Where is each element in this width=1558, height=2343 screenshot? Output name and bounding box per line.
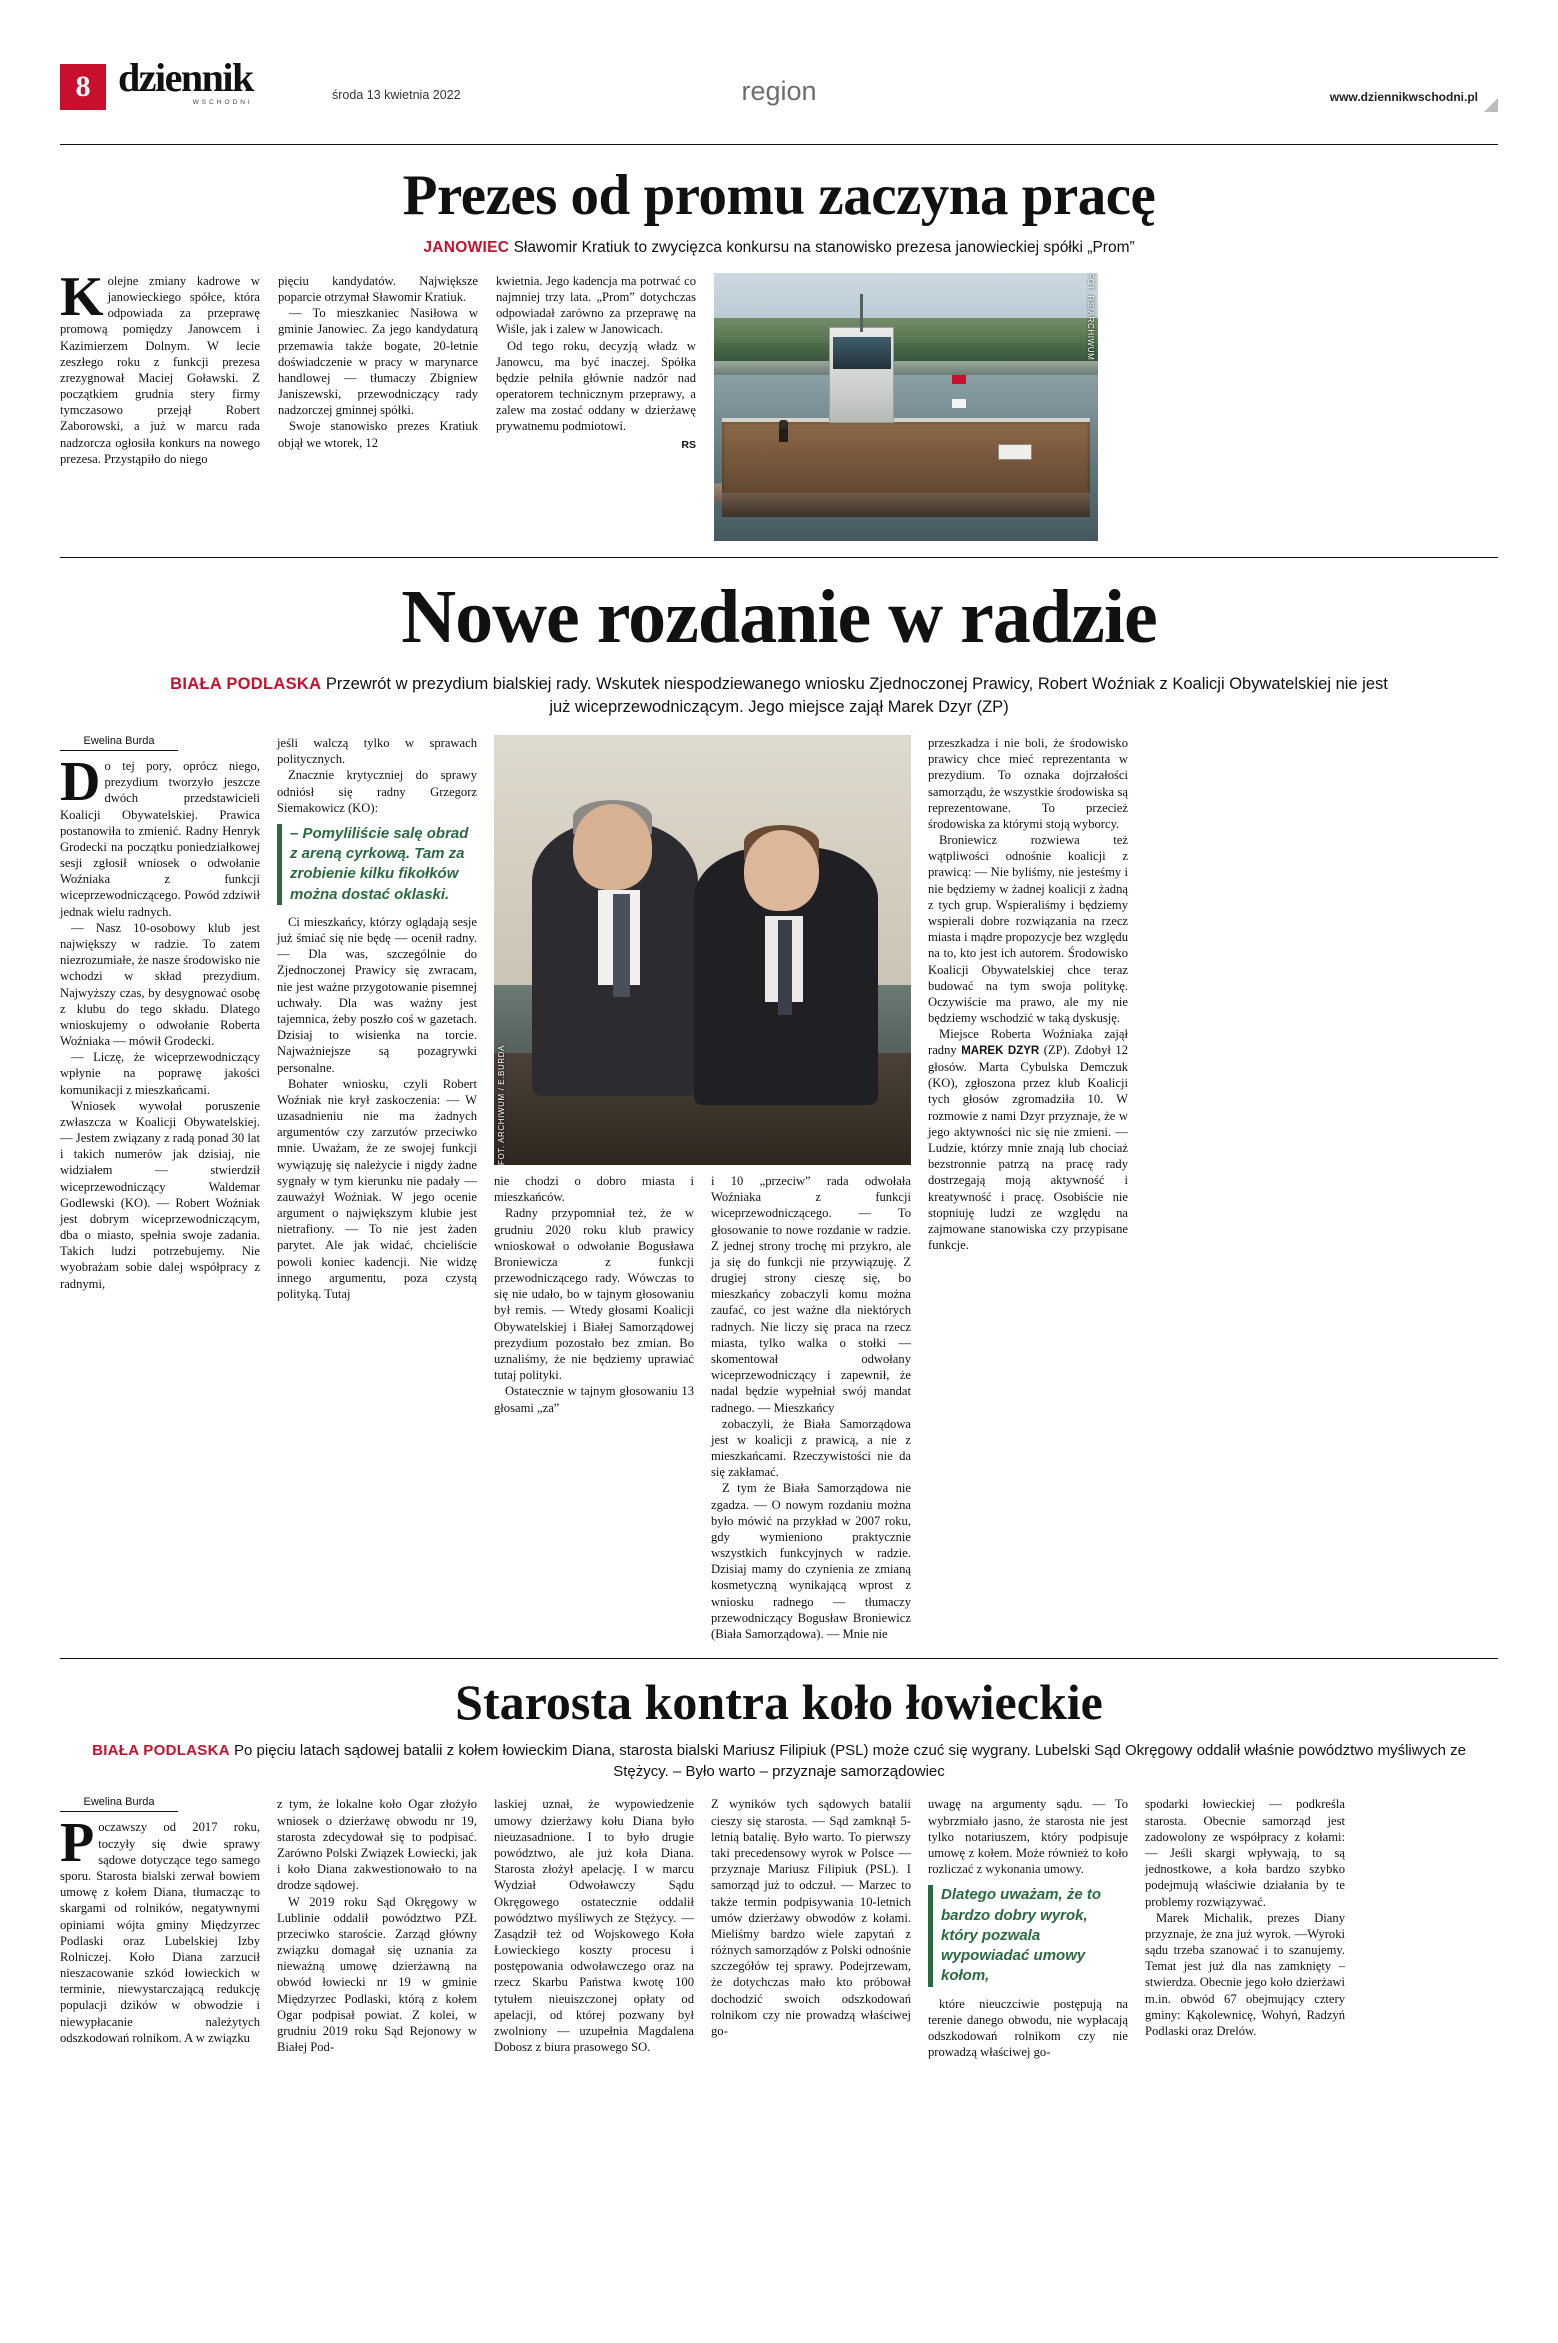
- article-prezes: [60, 163, 1498, 541]
- article-nowe-rozdanie: [60, 574, 1498, 1642]
- article3-col2-p1: z tym, że lokalne koło Ogar złożyło wniosek o dzierżawę obwodu nr 19, starosta zdecydował się to podpisać. Zarówno Polski Związek Łowiecki, jak i koło Diana zakwestionowało to na drodze sądowej.: [277, 1797, 477, 1893]
- council-photo-image: [494, 735, 911, 1165]
- article1-col1-paragraph: Kolejne zmiany kadrowe w janowieckiego spółce, która odpowiada za przeprawę promową pomiędzy Janowcem i Kazimierzem Dolnym. W lecie zeszłego roku z funkcji prezesa zrezygnował Maciej Goławski. Z początkiem grudnia stery firmy tymczasowo przejął Robert Zaborowski, a już w marcu rada nadzorcza ogłosiła konkurs na nowego prezesa. Przystąpiło do niego: [60, 265, 260, 466]
- article2-col2-p1: jeśli walczą tylko w sprawach politycznych.: [277, 736, 477, 767]
- article2-col1-p1: Do tej pory, oprócz niego, prezydium tworzyło jeszcze dwóch przedstawicieli Koalicji Obywatelskiej. Prawica postanowiła to zmienić. Radny Henryk Grodecki na początku poniedziałkowej sesji zgłosił wniosek o odwołanie Woźniaka z funkcji wiceprzewodniczącego. Powód zdziwił jednak wielu radnych.: [60, 751, 260, 919]
- article1-divider: [60, 557, 1498, 558]
- article3-column-3: [494, 1796, 694, 2060]
- article2-col4-p3: Z tym że Biała Samorządowa nie zgadza. — O nowym rozdaniu można było mówić na przykład w 2007 roku, gdy wymieniono praktycznie wszystkich funkcyjnych w radzie. Dzisiaj mamy do czynienia ze zmianą kosmetyczną wynikającą wprost z wniosku radnego — tłumaczy przewodniczący Bogusław Broniewicz (Biała Samorządowa). — Mnie nie: [711, 1481, 911, 1641]
- article3-col1-p1: Poczawszy od 2017 roku, toczyły się dwie sprawy sądowe dotyczące tego samego sporu. Starosta bialski zerwał bowiem umowę z kołem Diana, tłumacząc to skargami od rolników, negatywnymi opiniami wójta gminy Międzyrzec Podlaski oraz Lubelskiej Izby Rolniczej. Koło Diana zarzucił nieszacowanie szkód łowieckich w terminie, niewystarczającą redukcję populacji dzików w obwodzie i niewypłacanie należytych odszkodowań rolnikom. A w związku: [60, 1812, 260, 2045]
- article3-col5-p2: które nieuczciwie postępują na terenie danego obwodu, nie wypłacają odszkodowań rolnikom czy nie prowadzą właściwej go-: [928, 1996, 1128, 2060]
- article2-col5-p1: przeszkadza i nie boli, że środowisko prawicy chce mieć reprezentanta w prezydium. To oznaka dojrzałości samorządu, że wszystkie środowiska są reprezentowane. To przecież środowiska za którymi stoją wyborcy.: [928, 736, 1128, 831]
- article3-column-5: [928, 1796, 1128, 2060]
- corner-fold-icon: [1484, 98, 1498, 112]
- article3-col4-p1: Z wyników tych sądowych batalii cieszy się starosta. — Sąd zamknął 5-letnią batalię. Było warto. To pierwszy taki precedensowy wyrok w Polsce — przyznaje Mariusz Filipiuk (PSL). I samorząd już to odczuł. — Marzec to także termin podpisywania 10-letnich umów dzierżawy obwodów z kołami. Mieliśmy bardzo wiele zapytań z różnych samorządów z Polski odnośnie szczegółów tej sprawy. Podejrzewam, że dotychczas mało kto próbował dochodzić swoich odszkodowań rolnikom czy nie prowadzą właściwej go-: [711, 1797, 911, 2038]
- article1-deck: [60, 238, 1498, 259]
- article2-col1-p3: — Liczę, że wiceprzewodniczący wpłynie na poprawę jakości komunikacji z mieszkańcami.: [60, 1050, 260, 1097]
- article2-col2-p2: Znacznie krytyczniej do sprawy odniósł się radny Grzegorz Siemakowicz (KO):: [277, 768, 477, 815]
- article2-deck-text: Przewrót w prezydium bialskiej rady. Wskutek niespodziewanego wniosku Zjednoczonej Prawicy, Robert Woźniak z Koalicji Obywatelskiej nie jest już wiceprzewodniczącym. Jego miejsce zajął Marek Dzyr (ZP): [325, 674, 1388, 717]
- website-url: www.dziennikwschodni.pl: [1329, 90, 1478, 104]
- article2-col2-p4: Bohater wniosku, czyli Robert Woźniak nie krył zaskoczenia: — W uzasadnieniu nie ma żadnych argumentów czy zarzutów przeciwko mnie. Uważam, że ze swojej funkcji wywiązuję się należycie i nigdy żadne sygnały w tym kierunku nie padały — zauważył Woźniak. W jego ocenie argument o największym klubie jest nietrafiony. — To nie jest żaden parytet. Ale jak widać, chcieliście powoli koniec kadencji. Nie widzę innego argumentu, poza czystą polityką. Tutaj: [277, 1076, 477, 1301]
- article3-byline: Ewelina Burda: [60, 1796, 178, 1812]
- article2-headline: Nowe rozdanie w radzie: [401, 574, 1157, 659]
- article2-column-3: [494, 1173, 694, 1642]
- article2-col3-p1: nie chodzi o dobro miasta i mieszkańców.: [494, 1174, 694, 1205]
- ferry-photo: [714, 273, 1098, 541]
- article2-col5-p3-lead: Miejsce Roberta Woźniaka zajął radny: [928, 1027, 1128, 1058]
- article1-photo-credit: FOT. RS/ARCHIWUM: [1086, 272, 1095, 361]
- logo-wordmark: dziennik: [118, 55, 253, 100]
- masthead-divider: [60, 144, 1498, 145]
- article2-col1-p4: Wniosek wywołał poruszenie zwłaszcza w Koalicji Obywatelskiej. — Jestem związany z radą ponad 30 lat i takich numerów jak dzisiaj, nie widziałem — stwierdził wiceprzewodniczący Waldemar Godlewski (KO). — Robert Woźniak jest dobrym wiceprzewodniczącym, dba o miasto, spełnia swoje zadania. Takich ludzi potrzebujemy. Nie wyobrażam sobie dalej współpracy z radnymi,: [60, 1098, 260, 1291]
- article1-kicker: JANOWIEC: [423, 239, 510, 256]
- article1-col3-p2: Od tego roku, decyzją władz w Janowcu, ma być inaczej. Spółka będzie pełniła głównie nadzór nad operatorem technicznym przeprawy, a zalew ma zostać oddany w dzierżawę prywatnemu podmiotowi.: [496, 338, 696, 434]
- article2-column-2: [277, 735, 477, 1642]
- logo-subtitle: WSCHODNI: [192, 99, 253, 106]
- article1-col2-p2: — To mieszkaniec Nasiłowa w gminie Janowiec. Za jego kandydaturą przemawia także bogate, 20-letnie doświadczenie w pracy w marynarce handlowej — tłumaczy Zbigniew Janiszewski, przewodniczący rady nadzorczej gminnej spółki.: [278, 306, 478, 418]
- ferry-photo-image: [714, 273, 1098, 541]
- article2-col5-p2: Broniewicz rozwiewa też wątpliwości odnośnie koalicji z prawicą: — Nie byliśmy, nie jesteśmy i nie będziemy w żadnej koalicji z żadną z tych grup. Wspieraliśmy i będziemy wspierali dobre rozwiązania na rzecz miasta i mądre propozycje bez względu na to, kto jest ich autorem. Środowisko Koalicji Obywatelskiej chce teraz budować na tym swoja politykę. Oczywiście ma prawo, ale my nie będziemy wschodzić w taką dyskusję.: [928, 833, 1128, 1026]
- article1-col3-p1: kwietnia. Jego kadencja ma potrwać co najmniej trzy lata. „Prom” dotychczas odpowiadał zarówno za przeprawę na Wiśle, jak i zalew w Janowicach.: [496, 273, 696, 337]
- article3-body: [60, 1796, 1498, 2060]
- article1-body: [60, 265, 1498, 541]
- article1-headline: Prezes od promu zaczyna pracę: [402, 164, 1156, 227]
- section-title: region: [741, 76, 817, 106]
- masthead: [60, 55, 1498, 140]
- article3-col5-p1: uwagę na argumenty sądu. — To wybrzmiało jasno, że starosta nie jest tylko notariuszem, który podpisuje umowę z kołem. Może również to koło rozliczać z wykonania umowy.: [928, 1797, 1128, 1877]
- article2-column-1: [60, 735, 260, 1642]
- article3-deck: [90, 1741, 1468, 1782]
- article3-column-1: [60, 1796, 260, 2060]
- article3-col3-p1: laskiej uznał, że wypowiedzenie umowy dzierżawy kołu Diana było nieuzasadnione. I to było drugie powództwo, ale już koła Diana. Starosta złożył apelację. I w marcu Wydział Odwoławczy Sądu Okręgowego ostatecznie oddalił powództwo myśliwych ze Stężycy. — Zasądził też od Wojskowego Koła Łowieckiego koszty procesu i postępowania odwoławczego oraz na rzecz Skarbu Państwa kwotę 100 tytułem nieuiszczonej opłaty od apelacji, od której pozwany był zwolniony — uzupełnia Magdalena Dobosz z biura prasowego SO.: [494, 1797, 694, 2055]
- article3-column-4: [711, 1796, 911, 2060]
- article2-col1-p2: — Nasz 10-osobowy klub jest największy w radzie. To zatem niezrozumiałe, że nasze środowisko nie wchodzi w skład prezydium. Najwyższy czas, by desygnować osobę z klubu do tego składu. Dlatego wnioskujemy o odwołanie Roberta Woźniaka — mówił Grodecki.: [60, 920, 260, 1049]
- newspaper-logo: [118, 55, 253, 106]
- article2-col2-p3: Ci mieszkańcy, którzy oglądają sesje już śmiać się nie będę — ocenił radny. — Dla was, szczególnie do Zjednoczonej Prawicy się zwracam, nie jest ważne przygotowanie pisemnej uchwały. Dla was ważny jest tajemnica, żeby poszło coś w gazetach. Dzisiaj to wisienka na torcie. Najważniejsze są pozagrywki personalne.: [277, 914, 477, 1075]
- article1-column-1: [60, 265, 260, 541]
- article3-headline: Starosta kontra koło łowieckie: [455, 1674, 1103, 1731]
- article2-col5-p3-rest: (ZP). Zdobył 12 głosów. Marta Cybulska Demczuk (KO), zgłoszona przez klub Koalicji tych głosów zgromadziła 10. W rozmowie z nami Dzyr przyznaje, że w jego aktywności nic się nie zmieni. — Ludzie, którzy mnie znają lub chociaż bezstronnie patrzą na pracę rady dostrzegają moją aktywność i kreatywność i pracę. Osobiście nie stopniuję ludzi ze względu na zajmowane stanowiska czy przypisane funkcje.: [928, 1043, 1129, 1253]
- article3-pullquote: Dlatego uważam, że to bardzo dobry wyrok, który pozwala wypowiadać umowy kołom,: [928, 1885, 1128, 1986]
- article2-photo-credit: FOT. ARCHIWUM / E.BURDA: [497, 1045, 506, 1166]
- newspaper-page: [0, 55, 1558, 2343]
- article1-column-3: [496, 273, 696, 541]
- article1-col2-p3: Swoje stanowisko prezes Kratiuk objął we wtorek, 12: [278, 419, 478, 450]
- article3-kicker: BIAŁA PODLASKA: [92, 1742, 230, 1760]
- article3-column-2: [277, 1796, 477, 2060]
- article2-col4-p2: zobaczyli, że Biała Samorządowa jest w koalicji z prawicą, a nie z mieszkańcami. Rzeczywistości nie da się zakłamać.: [711, 1416, 911, 1480]
- article2-byline: Ewelina Burda: [60, 735, 178, 751]
- article2-deck: [170, 673, 1388, 719]
- article2-col4-p1: i 10 „przeciw” rada odwołała Woźniaka z funkcji wiceprzewodniczącego. — To głosowanie to nowe rozdanie w radzie. Z jednej strony trochę mi przykro, ale ja się do funkcji nie przywiązuję. Z drugiej strony cieszę się, bo mieszkańcy zobaczyli komu można zaufać, co jest ważne dla niektórych radnych. Nie liczy się praca na rzecz miasta, tylko walka o stołki — skomentował odwołany wiceprzewodniczący i zapewnił, że nadal będzie wypełniał swój mandat radnego. — Mieszkańcy: [711, 1174, 911, 1415]
- article2-col3-p3: Ostatecznie w tajnym głosowaniu 13 głosami „za”: [494, 1384, 694, 1415]
- article2-body: [60, 735, 1498, 1642]
- council-photo: [494, 735, 911, 1165]
- article2-col3-p2: Radny przypomniał też, że w grudniu 2020 roku klub prawicy wnioskował o odwołanie Bogusława Broniewicza z funkcji przewodniczącego rady. Wówczas to się nie udało, bo w tajnym głosowaniu był remis. — Wtedy głosami Koalicji Obywatelskiej i Białej Samorządowej prezydium pozostało bez zmian. Bo uznaliśmy, że nie będziemy uprawiać tutaj polityki.: [494, 1206, 694, 1383]
- article3-col6-p2: Marek Michalik, prezes Diany przyznaje, że zna już wyrok. —Wyroki sądu trzeba szanować i to szanujemy. Temat jest już dla nas zamknięty – stwierdza. Obecnie jego koło dzierżawi m.in. obwód 67 obejmujący cztery gminy: Kąkolewnicę, Wohyń, Radzyń Podlaski oraz Drelów.: [1145, 1910, 1345, 2038]
- article1-deck-text: Sławomir Kratiuk to zwycięzca konkursu na stanowisko prezesa janowieckiej spółki „Prom”: [513, 239, 1135, 256]
- article2-photo-and-columns: [494, 735, 911, 1642]
- article2-new-vicechair-name: MAREK DZYR: [961, 1045, 1040, 1058]
- article3-column-6: [1145, 1796, 1345, 2060]
- article-starosta: [60, 1673, 1498, 2060]
- article1-column-2: [278, 273, 478, 541]
- article2-kicker: BIAŁA PODLASKA: [170, 674, 322, 693]
- article2-column-5: [928, 735, 1128, 1642]
- article3-deck-text: Po pięciu latach sądowej batalii z kołem łowieckim Diana, starosta bialski Mariusz Filipiuk (PSL) może czuć się wygrany. Lubelski Sąd Okręgowy oddalił właśnie powództwo myśliwych ze Stężycy. – Było warto – przyznaje samorządowiec: [234, 1742, 1466, 1780]
- article2-pullquote: – Pomyliliście salę obrad z areną cyrkową. Tam za zrobienie kilku fikołków można dostać oklaski.: [277, 824, 477, 905]
- page-number: 8: [60, 64, 106, 110]
- issue-date: środa 13 kwietnia 2022: [332, 88, 461, 102]
- article1-col2-p1: pięciu kandydatów. Największe poparcie otrzymał Sławomir Kratiuk.: [278, 273, 478, 305]
- article2-divider: [60, 1658, 1498, 1659]
- article2-col5-p3: [928, 1026, 1128, 1253]
- article2-column-4: [711, 1173, 911, 1642]
- article3-col6-p1: spodarki łowieckiej — podkreśla starosta. Obecnie samorząd jest zadowolony ze współpracy z kołami: — Jeśli skargi wpływają, to są jednostkowe, a koła bardzo szybko podejmują właściwie działania by te problemy rozwiązywać.: [1145, 1797, 1345, 1909]
- article3-col2-p2: W 2019 roku Sąd Okręgowy w Lublinie oddalił powództwo PZŁ przeciwko staroście. Zarząd główny związku domagał się uznania za nieważną umowę dzierżawną na obwód łowiecki nr 19 w gminie Międzyrzec Podlaski, którą z kołem Ogar podpisał powiat. Z kolei, w grudniu 2019 roku Sąd Rejonowy w Białej Pod-: [277, 1894, 477, 2055]
- article1-signature: RS: [681, 438, 696, 451]
